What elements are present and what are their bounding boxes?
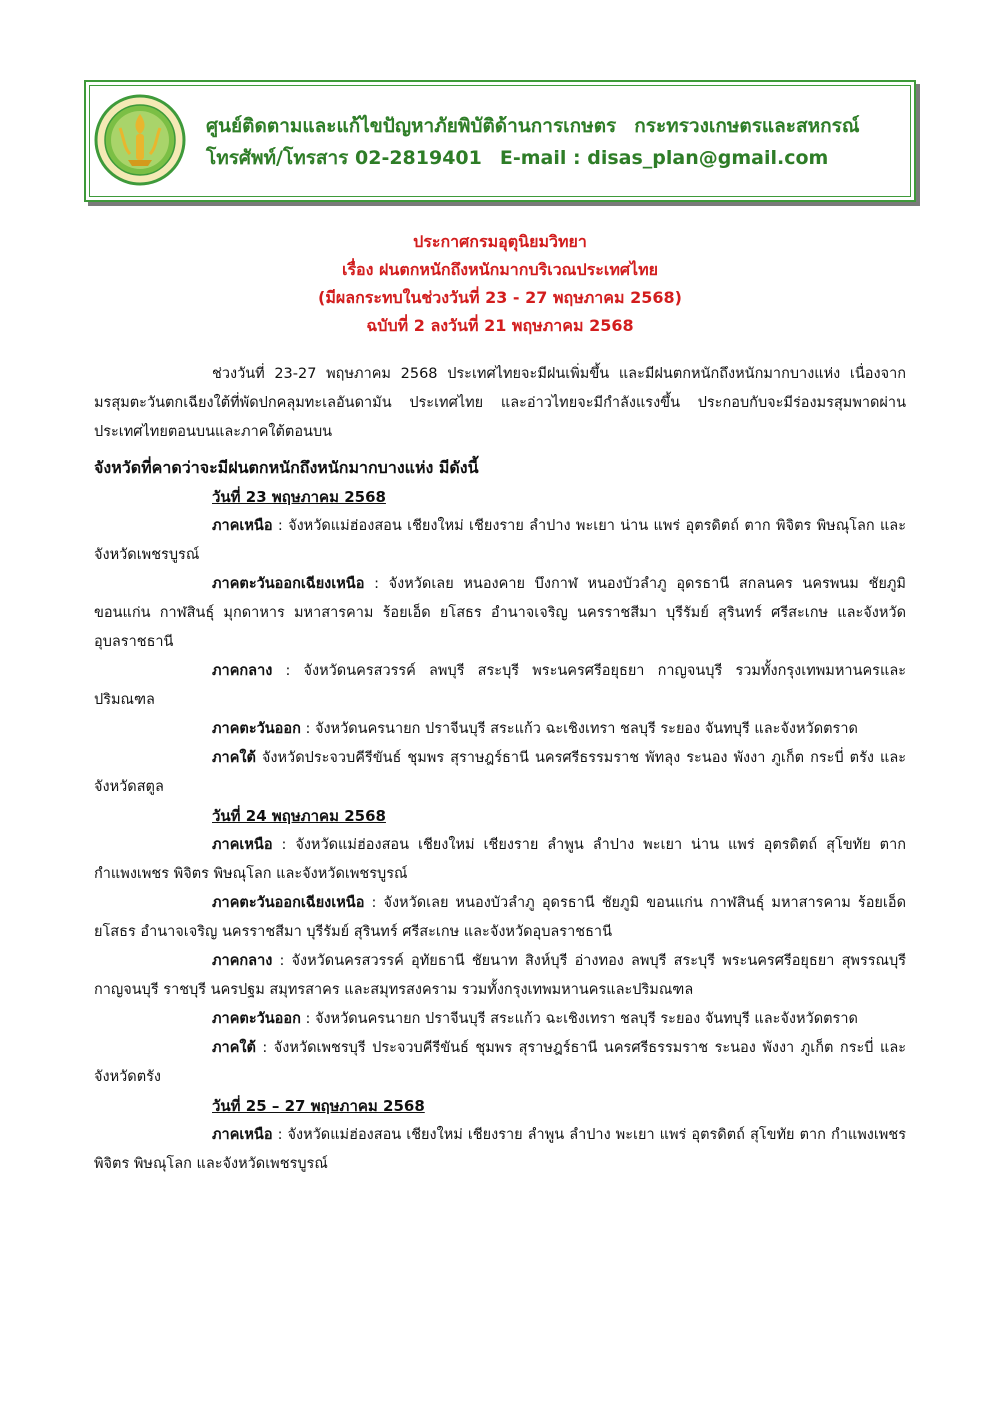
date-heading: วันที่ 24 พฤษภาคม 2568: [212, 807, 386, 825]
org-name: ศูนย์ติดตามและแก้ไขปัญหาภัยพิบัติด้านการเกษตร: [206, 115, 617, 137]
header-box: [84, 80, 916, 202]
region-provinces: : จังหวัดนครนายก ปราจีนบุรี สระแก้ว ฉะเชิงเทรา ชลบุรี ระยอง จันทบุรี และจังหวัดตราด: [300, 721, 858, 737]
region-provinces: : จังหวัดเพชรบุรี ประจวบคีรีขันธ์ ชุมพร สุราษฎร์ธานี นครศรีธรรมราช ระนอง พังงา ภูเก็ต กระบี่ และจังหวัดตรัง: [94, 1040, 906, 1085]
region-paragraph: [94, 1005, 906, 1034]
region-paragraph: [94, 1034, 906, 1092]
region-provinces: : จังหวัดแม่ฮ่องสอน เชียงใหม่ เชียงราย ลำปาง พะเยา น่าน แพร่ อุตรดิตถ์ ตาก พิจิตร พิษณุโลก และจังหวัดเพชรบูรณ์: [94, 518, 906, 563]
header-org-line: [206, 110, 859, 142]
announcement-line-2: เรื่อง ฝนตกหนักถึงหนักมากบริเวณประเทศไทย: [341, 260, 659, 279]
region-name: ภาคเหนือ: [212, 1127, 273, 1143]
ministry-name: กระทรวงเกษตรและสหกรณ์: [634, 115, 860, 137]
ministry-seal-icon: [94, 94, 186, 186]
region-provinces: จังหวัดประจวบคีรีขันธ์ ชุมพร สุราษฎร์ธานี นครศรีธรรมราช พัทลุง ระนอง พังงา ภูเก็ต กระบี่ ตรัง และจังหวัดสตูล: [94, 750, 906, 795]
region-name: ภาคตะวันออก: [212, 721, 301, 737]
region-provinces: : จังหวัดเลย หนองบัวลำภู อุดรธานี ชัยภูมิ ขอนแก่น กาฬสินธุ์ มหาสารคาม ร้อยเอ็ด ยโสธร อำนาจเจริญ นครราชสีมา บุรีรัมย์ สุรินทร์ ศรีสะเกษ และจังหวัดอุบลราชธานี: [94, 895, 906, 940]
region-provinces: : จังหวัดแม่ฮ่องสอน เชียงใหม่ เชียงราย ลำพูน ลำปาง พะเยา แพร่ อุตรดิตถ์ สุโขทัย ตาก กำแพงเพชร พิจิตร พิษณุโลก และจังหวัดเพชรบูรณ์: [94, 1127, 906, 1172]
document-body: [94, 360, 906, 1179]
date-heading: วันที่ 23 พฤษภาคม 2568: [212, 488, 386, 506]
email-text: E-mail : disas_plan@gmail.com: [499, 147, 829, 169]
region-name: ภาคตะวันออก: [212, 1011, 301, 1027]
phone-text: โทรศัพท์/โทรสาร 02-2819401: [206, 147, 482, 169]
region-paragraph: [94, 947, 906, 1005]
region-name: ภาคเหนือ: [212, 518, 273, 534]
region-name: ภาคใต้: [212, 1040, 256, 1056]
announcement-title: [0, 228, 1000, 340]
region-name: ภาคกลาง: [212, 663, 273, 679]
region-provinces: : จังหวัดเลย หนองคาย บึงกาฬ หนองบัวลำภู อุดรธานี สกลนคร นครพนม ชัยภูมิ ขอนแก่น กาฬสินธุ์ มุกดาหาร มหาสารคาม ร้อยเอ็ด ยโสธร อำนาจเจริญ นครราชสีมา บุรีรัมย์ สุรินทร์ ศรีสะเกษ และจังหวัดอุบลราชธานี: [94, 576, 906, 650]
region-provinces: : จังหวัดนครสวรรค์ ลพบุรี สระบุรี พระนครศรีอยุธยา กาญจนบุรี รวมทั้งกรุงเทพมหานครและปริมณฑล: [94, 663, 906, 708]
provinces-heading: จังหวัดที่คาดว่าจะมีฝนตกหนักถึงหนักมากบางแห่ง มีดังนี้: [94, 458, 479, 477]
region-name: ภาคเหนือ: [212, 837, 273, 853]
date-heading: วันที่ 25 – 27 พฤษภาคม 2568: [212, 1097, 425, 1115]
announcement-line-1: ประกาศกรมอุตุนิยมวิทยา: [413, 232, 587, 251]
region-paragraph: [94, 715, 906, 744]
region-paragraph: [94, 512, 906, 570]
region-name: ภาคตะวันออกเฉียงเหนือ: [212, 576, 365, 592]
region-paragraph: [94, 831, 906, 889]
region-name: ภาคตะวันออกเฉียงเหนือ: [212, 895, 365, 911]
region-paragraph: [94, 1121, 906, 1179]
region-provinces: : จังหวัดแม่ฮ่องสอน เชียงใหม่ เชียงราย ลำพูน ลำปาง พะเยา น่าน แพร่ อุตรดิตถ์ สุโขทัย ตาก กำแพงเพชร พิจิตร พิษณุโลก และจังหวัดเพชรบูรณ์: [94, 837, 906, 882]
region-paragraph: [94, 744, 906, 802]
region-paragraph: [94, 889, 906, 947]
header-contact-line: [206, 142, 859, 174]
region-name: ภาคกลาง: [212, 953, 273, 969]
intro-paragraph: ช่วงวันที่ 23-27 พฤษภาคม 2568 ประเทศไทยจะมีฝนเพิ่มขึ้น และมีฝนตกหนักถึงหนักมากบางแห่ง เนื่องจากมรสุมตะวันตกเฉียงใต้ที่พัดปกคลุมทะเลอันดามัน ประเทศไทย และอ่าวไทยจะมีกำลังแรงขึ้น ประกอบกับจะมีร่องมรสุมพาดผ่านประเทศไทยตอนบนและภาคใต้ตอนบน: [94, 366, 906, 440]
region-paragraph: [94, 657, 906, 715]
region-provinces: : จังหวัดนครนายก ปราจีนบุรี สระแก้ว ฉะเชิงเทรา ชลบุรี ระยอง จันทบุรี และจังหวัดตราด: [300, 1011, 858, 1027]
region-name: ภาคใต้: [212, 750, 256, 766]
announcement-line-4: ฉบับที่ 2 ลงวันที่ 21 พฤษภาคม 2568: [366, 316, 634, 335]
region-paragraph: [94, 570, 906, 657]
announcement-line-3: (มีผลกระทบในช่วงวันที่ 23 - 27 พฤษภาคม 2568): [318, 288, 682, 307]
region-provinces: : จังหวัดนครสวรรค์ อุทัยธานี ชัยนาท สิงห์บุรี อ่างทอง ลพบุรี สระบุรี พระนครศรีอยุธยา สุพรรณบุรี กาญจนบุรี ราชบุรี นครปฐม สมุทรสาคร และสมุทรสงคราม รวมทั้งกรุงเทพมหานครและปริมณฑล: [94, 953, 906, 998]
